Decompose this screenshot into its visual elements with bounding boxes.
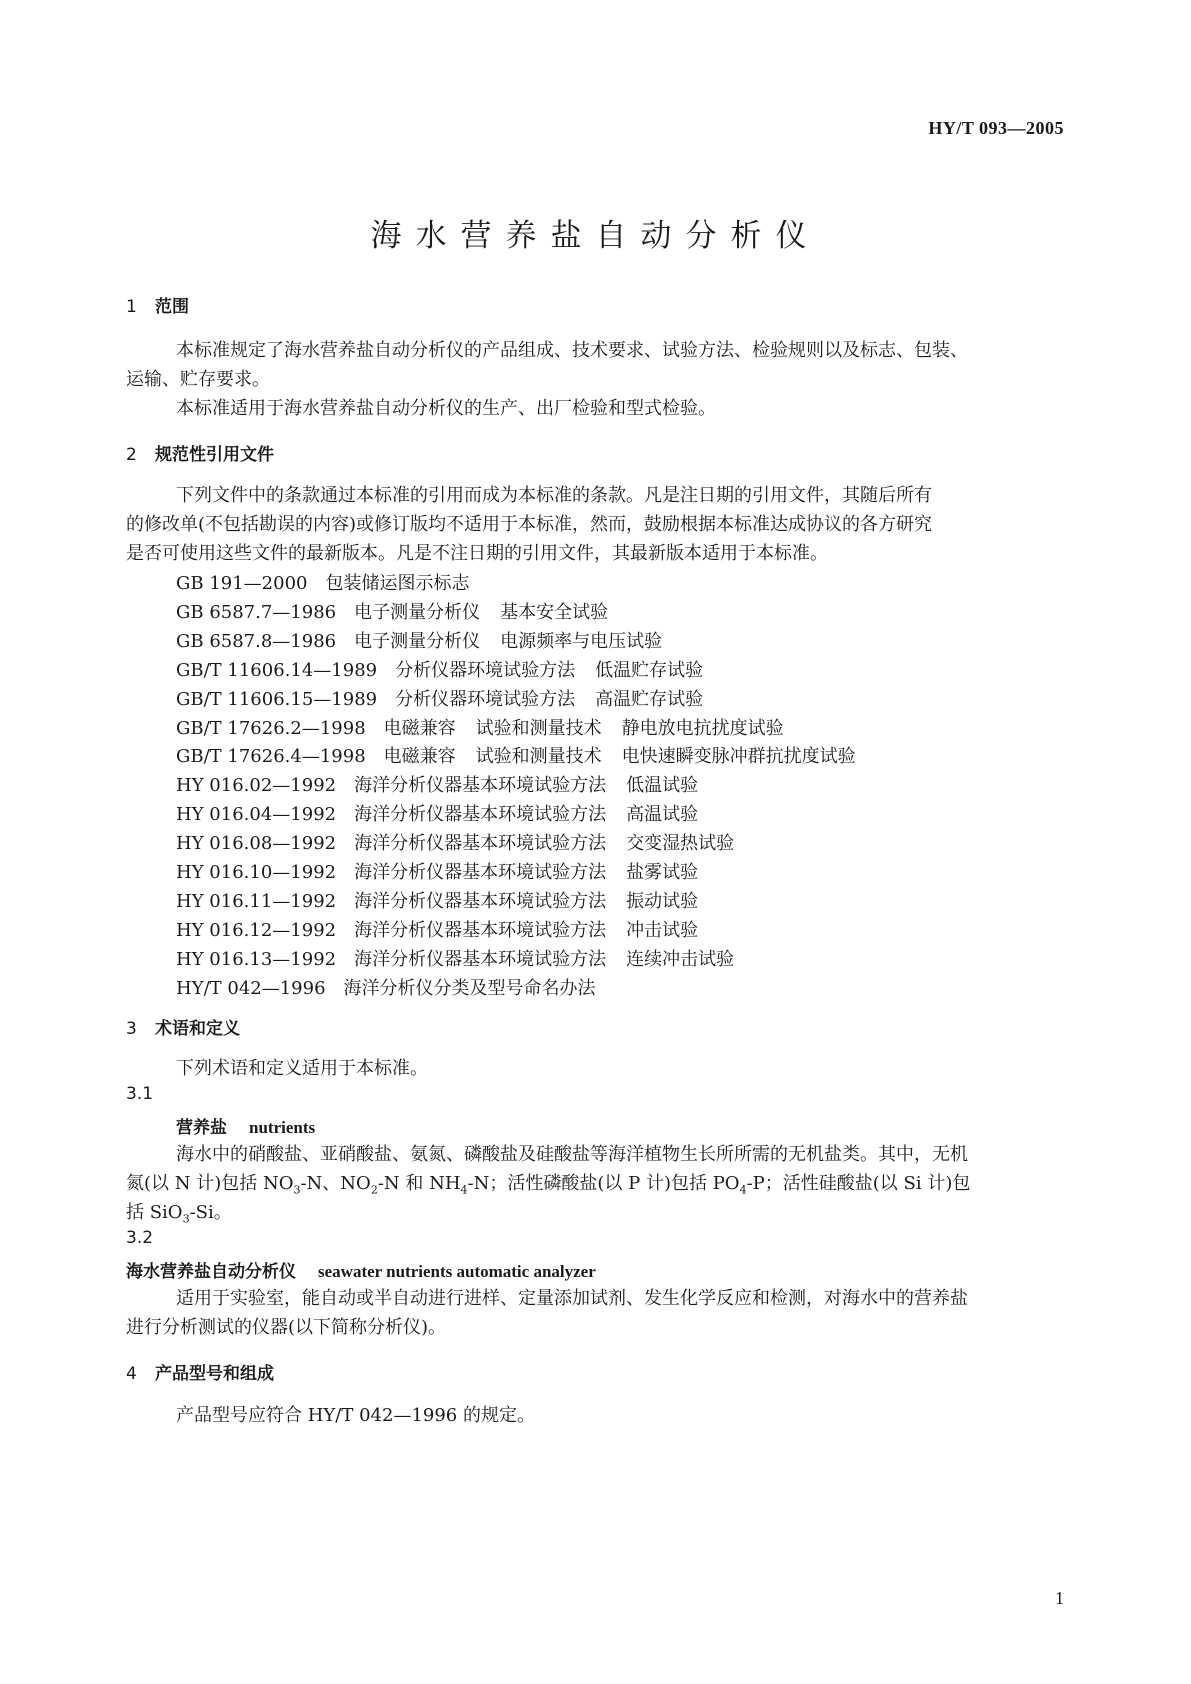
reference-item bbox=[176, 598, 608, 624]
clause-number: 3.1 bbox=[126, 1084, 154, 1104]
reference-code: HY 016.13—1992 bbox=[176, 948, 337, 970]
reference-code: GB 6587.8—1986 bbox=[176, 630, 337, 652]
reference-code: HY/T 042—1996 bbox=[176, 977, 326, 999]
reference-title-part: 海洋分析仪器基本环境试验方法 bbox=[354, 890, 607, 912]
reference-item bbox=[176, 771, 698, 797]
text-run: -P；活性硅酸盐(以 Si 计)包 bbox=[746, 1173, 971, 1194]
section-title: 产品型号和组成 bbox=[155, 1364, 274, 1384]
reference-code: GB/T 17626.2—1998 bbox=[176, 717, 366, 739]
reference-title-part: 高温贮存试验 bbox=[595, 688, 704, 710]
reference-title-part: 电源频率与电压试验 bbox=[500, 630, 663, 652]
reference-title-part: 试验和测量技术 bbox=[475, 746, 602, 768]
reference-code: HY 016.12—1992 bbox=[176, 919, 337, 941]
section-4-heading bbox=[126, 1359, 274, 1384]
document-title: 海水营养盐自动分析仪 bbox=[370, 218, 821, 254]
subscript: 4 bbox=[739, 1183, 747, 1197]
subscript: 3 bbox=[182, 1212, 190, 1226]
term-heading bbox=[126, 1257, 596, 1282]
reference-title-part: 电快速瞬变脉冲群抗扰度试验 bbox=[621, 746, 856, 768]
reference-code: HY 016.08—1992 bbox=[176, 833, 337, 855]
reference-item bbox=[176, 742, 856, 768]
reference-item bbox=[176, 685, 703, 711]
paragraph-line: 海水中的硝酸盐、亚硝酸盐、氨氮、磷酸盐及硅酸盐等海洋植物生长所所需的无机盐类。其中，无机 bbox=[176, 1144, 968, 1165]
reference-title-part: 电子测量分析仪 bbox=[354, 630, 481, 652]
section-number: 1 bbox=[126, 297, 137, 317]
standard-number: HY/T 093—2005 bbox=[928, 118, 1064, 138]
text-run: 氮(以 N 计)包括 NO bbox=[126, 1173, 294, 1194]
section-1-heading bbox=[126, 292, 189, 317]
reference-title-part: 低温贮存试验 bbox=[595, 659, 704, 681]
reference-item bbox=[176, 945, 734, 971]
reference-title-part: 高温试验 bbox=[626, 804, 699, 826]
section-2-heading bbox=[126, 440, 274, 465]
reference-title-part: 海洋分析仪器基本环境试验方法 bbox=[354, 919, 607, 941]
reference-item bbox=[176, 627, 662, 653]
section-title: 范围 bbox=[155, 297, 189, 317]
reference-title-part: 静电放电抗扰度试验 bbox=[621, 717, 784, 739]
reference-title-part: 分析仪器环境试验方法 bbox=[395, 659, 576, 681]
paragraph-line: 下列术语和定义适用于本标准。 bbox=[176, 1058, 428, 1079]
reference-item bbox=[176, 800, 698, 826]
reference-code: GB/T 11606.15—1989 bbox=[176, 688, 378, 710]
text-run: -N、NO bbox=[300, 1173, 371, 1194]
reference-title-part: 海洋分析仪器基本环境试验方法 bbox=[354, 948, 607, 970]
text-run: -N 和 NH bbox=[377, 1173, 461, 1194]
paragraph-line: 下列文件中的条款通过本标准的引用而成为本标准的条款。凡是注日期的引用文件，其随后所有 bbox=[176, 485, 932, 506]
reference-title-part: 包装储运图示标志 bbox=[325, 573, 470, 594]
subscript: 4 bbox=[460, 1183, 468, 1197]
section-number: 3 bbox=[126, 1019, 137, 1039]
term-english: nutrients bbox=[249, 1118, 316, 1137]
section-title: 规范性引用文件 bbox=[155, 445, 274, 465]
reference-title-part: 电子测量分析仪 bbox=[354, 601, 481, 623]
reference-title-part: 海洋分析仪器基本环境试验方法 bbox=[354, 862, 607, 883]
reference-title-part: 振动试验 bbox=[626, 890, 699, 912]
text-run: -N；活性磷酸盐(以 P 计)包括 PO bbox=[467, 1173, 740, 1194]
reference-title-part: 电磁兼容 bbox=[383, 746, 456, 768]
reference-title-part: 冲击试验 bbox=[626, 919, 699, 941]
reference-title-part: 盐雾试验 bbox=[626, 862, 699, 883]
reference-title-part: 低温试验 bbox=[626, 775, 699, 797]
reference-item bbox=[176, 974, 596, 1000]
reference-title-part: 基本安全试验 bbox=[500, 601, 609, 623]
text-run: 括 SiO bbox=[126, 1202, 183, 1223]
reference-item bbox=[176, 829, 734, 855]
reference-item bbox=[176, 858, 698, 884]
reference-code: HY 016.04—1992 bbox=[176, 804, 337, 826]
subscript: 2 bbox=[370, 1183, 378, 1197]
term-english: seawater nutrients automatic analyzer bbox=[318, 1262, 596, 1281]
paragraph-line bbox=[126, 1170, 970, 1205]
reference-title-part: 试验和测量技术 bbox=[475, 717, 602, 739]
page-number: 1 bbox=[1055, 1588, 1064, 1608]
reference-title-part: 海洋分析仪器基本环境试验方法 bbox=[354, 833, 607, 855]
reference-code: GB/T 11606.14—1989 bbox=[176, 659, 378, 681]
section-title: 术语和定义 bbox=[155, 1019, 240, 1039]
reference-code: HY 016.10—1992 bbox=[176, 862, 337, 883]
paragraph-line: 产品型号应符合 HY/T 042—1996 的规定。 bbox=[176, 1405, 535, 1426]
reference-title-part: 海洋分析仪器基本环境试验方法 bbox=[354, 804, 607, 826]
paragraph-line: 的修改单(不包括勘误的内容)或修订版均不适用于本标准，然而，鼓励根据本标准达成协议的各方研究 bbox=[126, 514, 933, 535]
subscript: 3 bbox=[293, 1183, 301, 1197]
reference-title-part: 连续冲击试验 bbox=[626, 948, 735, 970]
reference-title-part: 交变湿热试验 bbox=[626, 833, 735, 855]
section-number: 4 bbox=[126, 1364, 137, 1384]
clause-number: 3.2 bbox=[126, 1228, 154, 1248]
section-number: 2 bbox=[126, 445, 137, 465]
reference-item bbox=[176, 569, 470, 595]
paragraph-line: 运输、贮存要求。 bbox=[126, 369, 270, 390]
reference-item bbox=[176, 887, 698, 913]
reference-item bbox=[176, 656, 703, 682]
reference-code: GB 191—2000 bbox=[176, 573, 308, 594]
reference-title-part: 海洋分析仪分类及型号命名办法 bbox=[343, 977, 596, 999]
reference-item bbox=[176, 714, 784, 740]
paragraph-line: 进行分析测试的仪器(以下简称分析仪)。 bbox=[126, 1317, 447, 1338]
section-3-heading bbox=[126, 1014, 240, 1039]
paragraph-line: 是否可使用这些文件的最新版本。凡是不注日期的引用文件，其最新版本适用于本标准。 bbox=[126, 543, 828, 564]
reference-code: GB 6587.7—1986 bbox=[176, 601, 337, 623]
term-chinese: 营养盐 bbox=[176, 1118, 227, 1138]
reference-title-part: 海洋分析仪器基本环境试验方法 bbox=[354, 775, 607, 797]
paragraph-line: 本标准适用于海水营养盐自动分析仪的生产、出厂检验和型式检验。 bbox=[176, 398, 716, 419]
term-heading bbox=[176, 1113, 315, 1138]
text-run: -Si。 bbox=[189, 1202, 232, 1223]
reference-title-part: 分析仪器环境试验方法 bbox=[395, 688, 576, 710]
term-chinese: 海水营养盐自动分析仪 bbox=[126, 1262, 296, 1282]
paragraph-line: 适用于实验室，能自动或半自动进行进样、定量添加试剂、发生化学反应和检测，对海水中的营养盐 bbox=[176, 1288, 968, 1309]
reference-code: GB/T 17626.4—1998 bbox=[176, 746, 366, 768]
reference-code: HY 016.11—1992 bbox=[176, 890, 337, 912]
reference-title-part: 电磁兼容 bbox=[383, 717, 456, 739]
paragraph-line: 本标准规定了海水营养盐自动分析仪的产品组成、技术要求、试验方法、检验规则以及标志、包装、 bbox=[176, 340, 968, 361]
reference-item bbox=[176, 916, 698, 942]
reference-code: HY 016.02—1992 bbox=[176, 775, 337, 797]
